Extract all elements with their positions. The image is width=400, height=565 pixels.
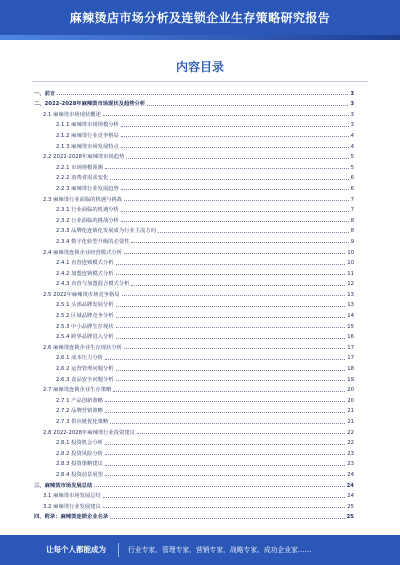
toc-entry[interactable] bbox=[34, 499, 354, 510]
toc-entry-label: 2.5.3 中小品牌生存现状 bbox=[56, 323, 114, 330]
toc-leader-dots bbox=[121, 147, 349, 148]
toc-entry-page: 15 bbox=[347, 323, 354, 330]
toc-entry-label: 2.1.3 麻辣烫市场发展特点 bbox=[56, 143, 119, 150]
toc-entry[interactable] bbox=[34, 171, 354, 182]
toc-entry-page: 18 bbox=[347, 366, 354, 373]
toc-entry[interactable] bbox=[34, 277, 354, 288]
toc-leader-dots bbox=[105, 401, 345, 402]
toc-entry-label: 2.7.1 产品创新策略 bbox=[56, 397, 103, 404]
toc-entry-page: 8 bbox=[350, 228, 354, 235]
toc-entry-label: 2.5.2 区域品牌竞争分析 bbox=[56, 313, 114, 320]
toc-entry-page: 8 bbox=[350, 217, 354, 224]
toc-entry[interactable] bbox=[34, 245, 354, 256]
toc-heading: 内容目录 bbox=[175, 60, 224, 74]
footer-divider bbox=[118, 543, 119, 557]
toc-entry-label: 2.3 麻辣烫行业面临的机遇与挑战 bbox=[43, 196, 122, 203]
toc-entry[interactable] bbox=[34, 425, 354, 436]
toc-entry-page: 12 bbox=[347, 281, 354, 288]
toc-entry-page: 3 bbox=[350, 90, 354, 97]
toc-entry-page: 25 bbox=[346, 514, 354, 521]
toc-leader-dots bbox=[113, 391, 345, 392]
toc-entry-page: 24 bbox=[347, 471, 354, 478]
toc-entry-page: 19 bbox=[347, 376, 354, 383]
toc-entry-page: 11 bbox=[347, 270, 354, 277]
page-header bbox=[0, 0, 400, 40]
toc-entry[interactable] bbox=[34, 86, 354, 97]
toc-entry[interactable] bbox=[34, 414, 354, 425]
toc-entry-page: 17 bbox=[347, 344, 354, 351]
toc-entry[interactable] bbox=[34, 446, 354, 457]
toc-leader-dots bbox=[105, 412, 345, 413]
toc-entry-page: 7 bbox=[350, 207, 354, 214]
toc-leader-dots bbox=[110, 518, 344, 519]
toc-entry-page: 20 bbox=[347, 387, 354, 394]
toc-entry[interactable] bbox=[34, 351, 354, 362]
toc-entry[interactable] bbox=[34, 160, 354, 171]
toc-entry-label: 2.1 麻辣烫市场现状概述 bbox=[43, 111, 101, 118]
toc-entry[interactable] bbox=[34, 256, 354, 267]
toc-leader-dots bbox=[126, 158, 348, 159]
toc-leader-dots bbox=[121, 221, 349, 222]
footer-slogan: 让每个人都能成为 bbox=[46, 545, 106, 554]
toc-entry[interactable] bbox=[34, 436, 354, 447]
toc-entry[interactable] bbox=[34, 139, 354, 150]
toc-entry[interactable] bbox=[34, 107, 354, 118]
toc-leader-dots bbox=[110, 423, 345, 424]
toc-entry-label: 2.3.4 数字化转型升级的必要性 bbox=[56, 238, 130, 245]
toc-divider bbox=[32, 81, 368, 82]
toc-entry-page: 16 bbox=[347, 334, 354, 341]
toc-entry[interactable] bbox=[34, 181, 354, 192]
toc-entry-page: 17 bbox=[347, 355, 354, 362]
toc-entry-label: 3.2 麻辣烫行业发展建议 bbox=[43, 503, 101, 510]
toc-entry[interactable] bbox=[34, 203, 354, 214]
toc-entry[interactable] bbox=[34, 266, 354, 277]
header-stripe bbox=[0, 35, 400, 40]
toc-entry-page: 23 bbox=[347, 450, 354, 457]
toc-entry-label: 2.8 2022-2028年麻辣烫行业投资建议 bbox=[43, 429, 135, 436]
toc-entry-label: 2.2.1 市场规模预测 bbox=[56, 164, 103, 171]
toc-entry[interactable] bbox=[34, 383, 354, 394]
toc-entry-page: 21 bbox=[347, 419, 354, 425]
table-of-contents bbox=[34, 86, 354, 520]
toc-entry-label: 3.1 麻辣烫市场发展总结 bbox=[43, 493, 101, 500]
toc-entry[interactable] bbox=[34, 404, 354, 415]
toc-entry-page: 22 bbox=[347, 440, 354, 447]
toc-leader-dots bbox=[116, 317, 346, 318]
toc-leader-dots bbox=[105, 444, 345, 445]
toc-entry-page: 7 bbox=[350, 196, 354, 203]
toc-leader-dots bbox=[116, 327, 346, 328]
toc-entry-page: 14 bbox=[347, 313, 354, 320]
toc-entry-page: 9 bbox=[350, 238, 354, 245]
toc-leader-dots bbox=[158, 232, 349, 233]
toc-entry-page: 13 bbox=[347, 302, 354, 309]
toc-entry-page: 4 bbox=[350, 143, 354, 150]
toc-leader-dots bbox=[57, 94, 348, 95]
toc-entry[interactable] bbox=[34, 97, 354, 108]
toc-leader-dots bbox=[121, 189, 349, 190]
toc-entry-page: 3 bbox=[350, 111, 354, 118]
toc-entry-page: 5 bbox=[350, 154, 354, 161]
footer-experts: 行业专家、管理专家、营销专家、战略专家、成功企业家…… bbox=[128, 546, 312, 554]
toc-leader-dots bbox=[121, 126, 349, 127]
toc-entry[interactable] bbox=[34, 467, 354, 478]
toc-entry-label: 三、麻辣烫市场发展总结 bbox=[34, 482, 93, 489]
report-title: 麻辣烫店市场分析及连锁企业生存策略研究报告 bbox=[69, 11, 331, 25]
toc-leader-dots bbox=[124, 253, 345, 254]
toc-entry-label: 2.6 麻辣烫连锁企业生存现状分析 bbox=[43, 344, 122, 351]
toc-leader-dots bbox=[116, 274, 346, 275]
toc-entry[interactable] bbox=[34, 510, 354, 521]
toc-leader-dots bbox=[103, 115, 349, 116]
toc-entry-label: 2.5.4 跨界品牌进入分析 bbox=[56, 334, 114, 341]
toc-leader-dots bbox=[121, 211, 349, 212]
toc-entry-label: 2.2 2022-2028年麻辣烫市场趋势 bbox=[43, 154, 125, 161]
toc-entry-page: 24 bbox=[346, 482, 354, 489]
toc-entry-page: 10 bbox=[347, 249, 354, 256]
toc-entry-label: 2.8.4 投资前景展望 bbox=[56, 471, 103, 478]
toc-leader-dots bbox=[116, 370, 346, 371]
toc-leader-dots bbox=[116, 264, 346, 265]
toc-entry-label: 2.8.3 投资策略建议 bbox=[56, 461, 103, 468]
toc-leader-dots bbox=[105, 168, 349, 169]
toc-entry-label: 2.3.1 行业面临的机遇分析 bbox=[56, 207, 119, 214]
toc-entry[interactable] bbox=[34, 372, 354, 383]
toc-entry-page: 3 bbox=[350, 101, 354, 108]
toc-entry[interactable] bbox=[34, 393, 354, 404]
toc-entry-label: 2.6.2 运营管理问题分析 bbox=[56, 366, 114, 373]
toc-entry-label: 2.7.3 供应链优化策略 bbox=[56, 419, 109, 425]
toc-entry[interactable] bbox=[34, 118, 354, 129]
toc-leader-dots bbox=[94, 486, 344, 487]
toc-entry-page: 6 bbox=[350, 185, 354, 192]
toc-leader-dots bbox=[124, 348, 345, 349]
toc-entry[interactable] bbox=[34, 319, 354, 330]
toc-leader-dots bbox=[105, 454, 345, 455]
toc-entry-page: 24 bbox=[347, 493, 354, 500]
toc-entry[interactable] bbox=[34, 308, 354, 319]
toc-leader-dots bbox=[110, 179, 348, 180]
toc-entry[interactable] bbox=[34, 234, 354, 245]
toc-entry[interactable] bbox=[34, 489, 354, 500]
toc-leader-dots bbox=[103, 507, 345, 508]
toc-entry[interactable] bbox=[34, 298, 354, 309]
toc-leader-dots bbox=[147, 105, 348, 106]
toc-entry[interactable] bbox=[34, 287, 354, 298]
toc-leader-dots bbox=[121, 136, 349, 137]
toc-leader-dots bbox=[116, 306, 346, 307]
toc-entry-label: 2.4.3 直营与加盟混合模式分析 bbox=[56, 281, 130, 288]
toc-entry-page: 21 bbox=[347, 408, 354, 415]
toc-entry-page: 6 bbox=[350, 175, 354, 182]
toc-entry-label: 2.8.2 投资风险分析 bbox=[56, 450, 103, 457]
toc-entry[interactable] bbox=[34, 361, 354, 372]
toc-entry-label: 2.5.1 头部品牌发展分析 bbox=[56, 302, 114, 309]
toc-entry[interactable] bbox=[34, 478, 354, 489]
toc-entry-label: 2.3.3 品牌化连锁化发展成为行业主流方向 bbox=[56, 228, 156, 235]
toc-entry-label: 2.6.3 食品安全问题分析 bbox=[56, 376, 114, 383]
toc-entry-label: 2.2.3 麻辣烫行业发展趋势 bbox=[56, 185, 119, 192]
toc-entry[interactable] bbox=[34, 150, 354, 161]
toc-entry-page: 25 bbox=[347, 503, 354, 510]
toc-leader-dots bbox=[105, 475, 345, 476]
toc-leader-dots bbox=[131, 242, 348, 243]
toc-leader-dots bbox=[124, 200, 349, 201]
toc-entry-label: 四、附录：麻辣烫连锁企业名录 bbox=[34, 514, 109, 521]
toc-entry[interactable] bbox=[34, 213, 354, 224]
toc-entry-label: 2.3.2 行业面临的挑战分析 bbox=[56, 217, 119, 224]
toc-entry-page: 22 bbox=[347, 429, 354, 436]
toc-entry[interactable] bbox=[34, 192, 354, 203]
toc-entry-page: 23 bbox=[347, 461, 354, 468]
toc-entry-label: 2.7.2 品牌营销策略 bbox=[56, 408, 103, 415]
toc-leader-dots bbox=[137, 433, 345, 434]
toc-entry-page: 20 bbox=[347, 397, 354, 404]
toc-entry-page: 4 bbox=[350, 132, 354, 139]
page-footer bbox=[0, 535, 400, 565]
toc-leader-dots bbox=[122, 295, 346, 296]
toc-entry[interactable] bbox=[34, 224, 354, 235]
toc-entry[interactable] bbox=[34, 330, 354, 341]
toc-leader-dots bbox=[116, 338, 346, 339]
toc-entry[interactable] bbox=[34, 457, 354, 468]
toc-leader-dots bbox=[103, 497, 345, 498]
toc-entry-label: 2.1.2 麻辣烫行业竞争格局 bbox=[56, 132, 119, 139]
toc-entry-label: 二、2022-2028年麻辣烫市场现状及趋势分析 bbox=[34, 101, 146, 108]
toc-entry[interactable] bbox=[34, 128, 354, 139]
toc-entry-label: 2.1.1 麻辣烫市场规模分析 bbox=[56, 122, 119, 129]
toc-leader-dots bbox=[105, 359, 345, 360]
toc-entry-page: 5 bbox=[350, 164, 354, 171]
toc-entry-label: 2.2.2 消费者需求变化 bbox=[56, 175, 109, 182]
toc-entry-label: 2.4.2 加盟连锁模式分析 bbox=[56, 270, 114, 277]
toc-entry-label: 2.5 2022年麻辣烫市场竞争格局 bbox=[43, 291, 120, 298]
toc-entry-label: 2.4.1 直营连锁模式分析 bbox=[56, 260, 114, 267]
toc-leader-dots bbox=[131, 285, 345, 286]
toc-entry-page: 10 bbox=[347, 260, 354, 267]
toc-leader-dots bbox=[116, 380, 346, 381]
toc-entry-label: 2.4 麻辣烫连锁企业经营模式分析 bbox=[43, 249, 122, 256]
toc-entry-label: 2.7 麻辣烫连锁企业生存策略 bbox=[43, 387, 112, 394]
toc-entry-page: 3 bbox=[350, 122, 354, 129]
toc-entry[interactable] bbox=[34, 340, 354, 351]
toc-entry-label: 2.6.1 成本压力分析 bbox=[56, 355, 103, 362]
toc-entry-label: 一、前言 bbox=[34, 90, 56, 97]
toc-entry-label: 2.8.1 投资机会分析 bbox=[56, 440, 103, 447]
toc-leader-dots bbox=[105, 465, 345, 466]
toc-entry-page: 13 bbox=[347, 291, 354, 298]
